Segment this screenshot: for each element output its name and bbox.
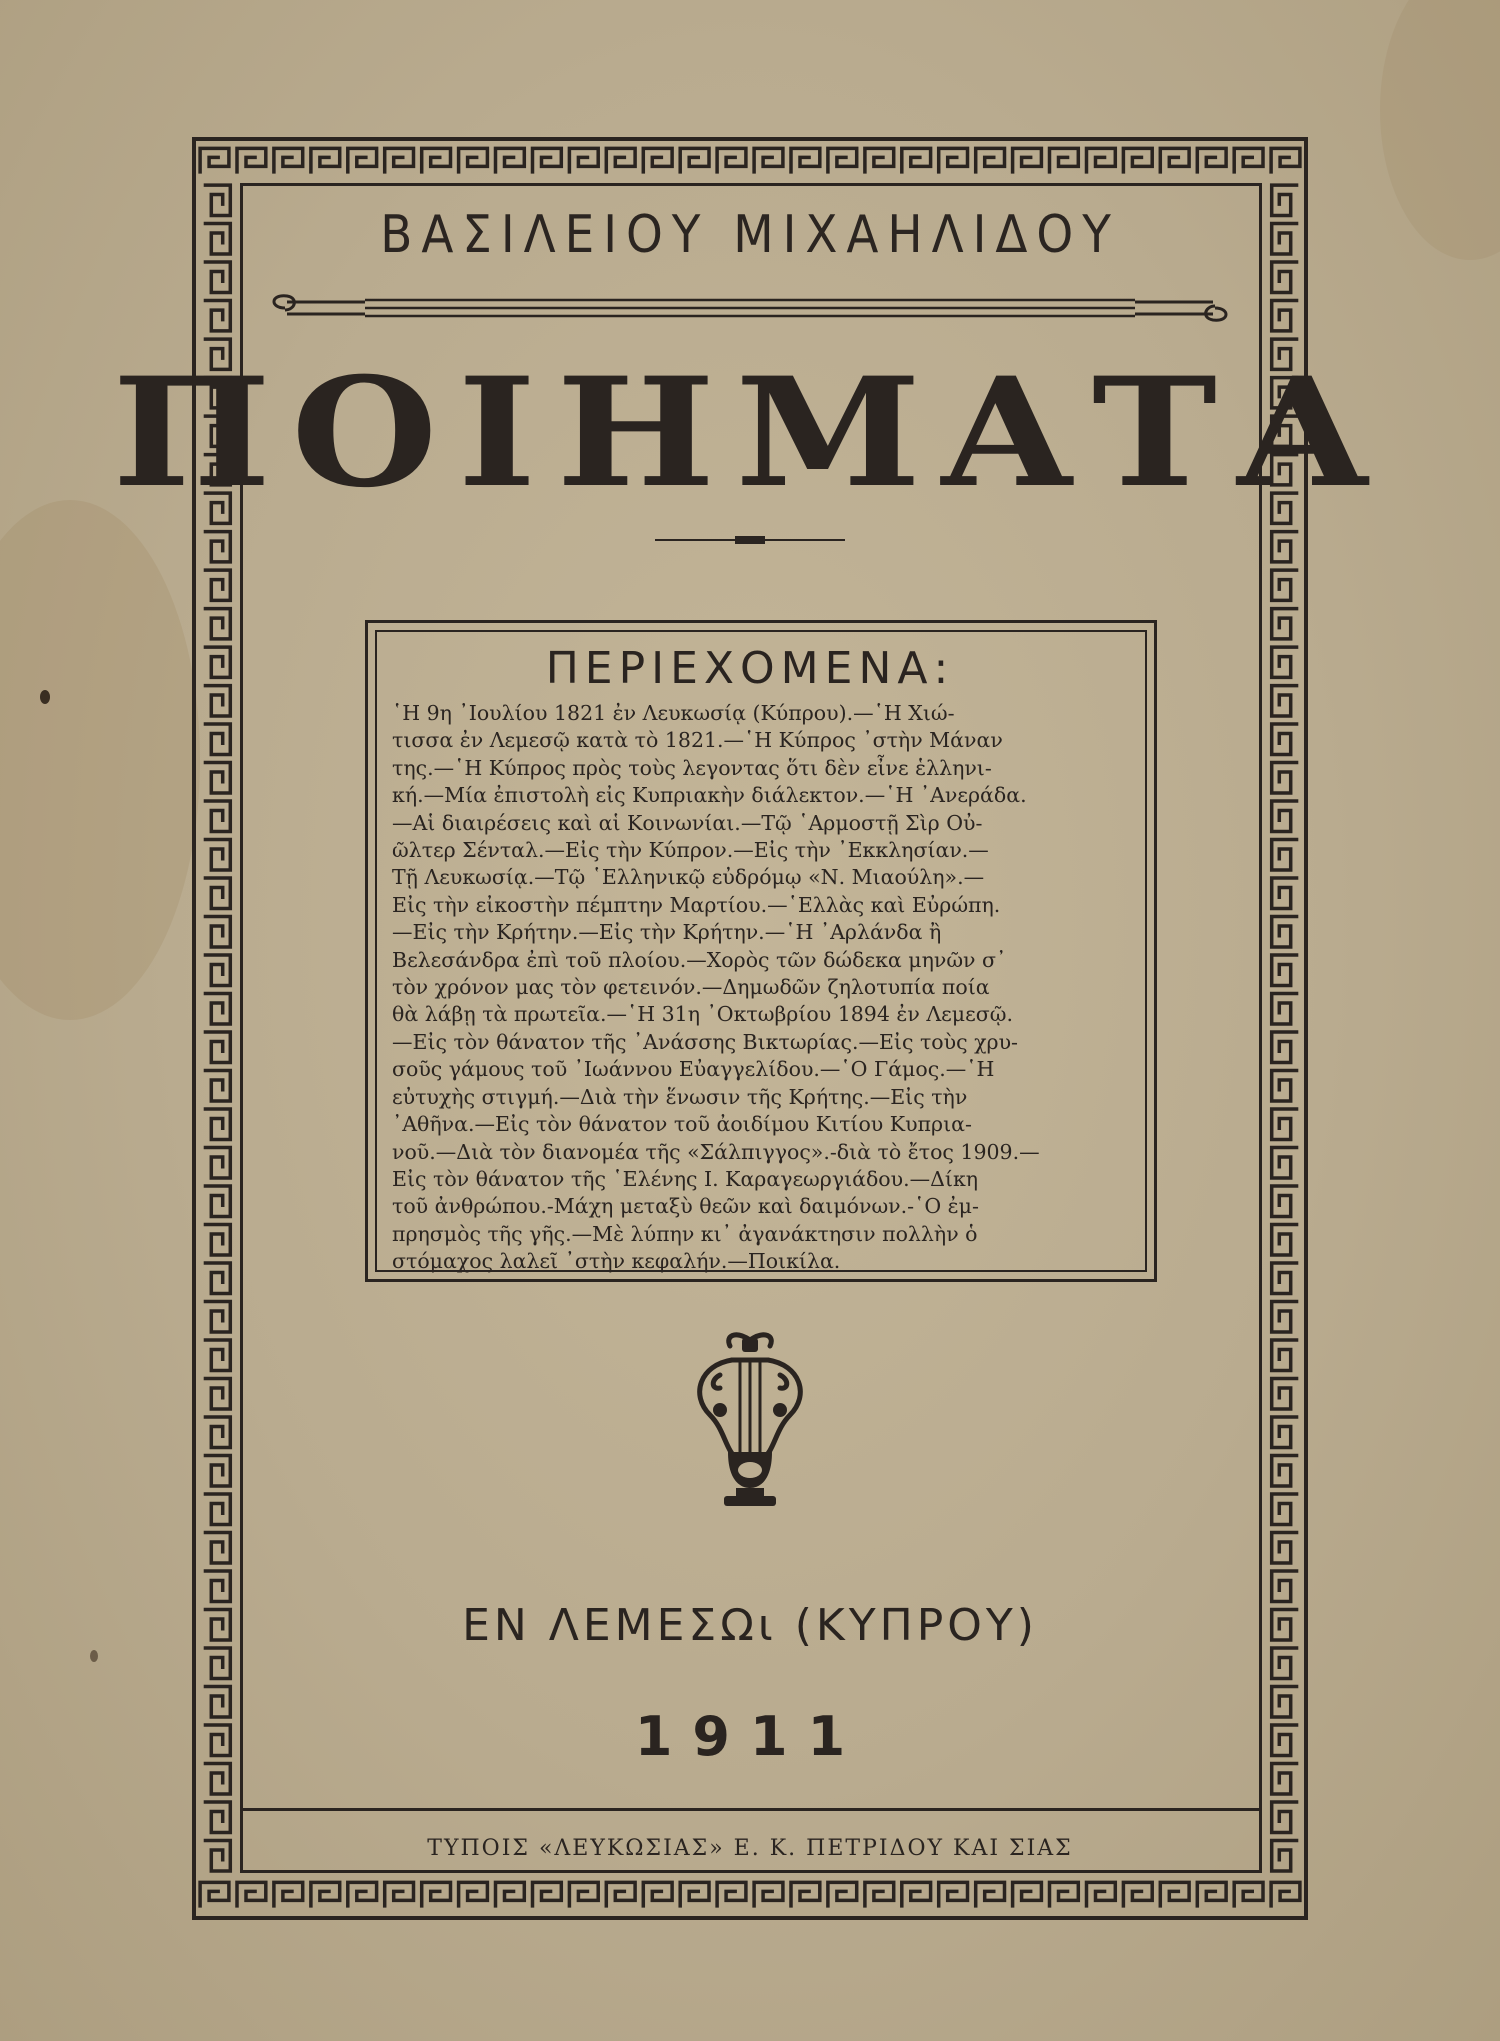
publication-place: ΕΝ ΛΕΜΕΣΩι (ΚΥΠΡΟΥ) <box>462 1600 1038 1651</box>
contents-line: νοῦ.—Διὰ τὸν διανομέα τῆς «Σάλπιγγος».-διὰ τὸ ἔτος 1909.— <box>392 1139 1040 1164</box>
contents-line: θὰ λάβῃ τὰ πρωτεῖα.—῾Η 31η ᾿Οκτωβρίου 1894 ἐν Λεμεσῷ. <box>392 1002 1013 1027</box>
contents-list <box>392 700 1148 1276</box>
greek-key-border-top <box>196 141 1304 181</box>
greek-key-border-bottom <box>196 1875 1304 1915</box>
contents-line: Εἰς τὸν θάνατον τῆς ῾Ελένης Ι. Καραγεωργιάδου.—Δίκη <box>392 1166 979 1191</box>
contents-line: σοῦς γάμους τοῦ ᾿Ιωάννου Εὐαγγελίδου.—῾Ο Γάμος.—῾Η <box>392 1057 995 1082</box>
contents-heading: ΠΕΡΙΕΧΟΜΕΝΑ: <box>545 643 955 694</box>
ornamental-rule <box>265 288 1235 328</box>
contents-line: ῾Η 9η ᾿Ιουλίου 1821 ἐν Λευκωσίᾳ (Κύπρου).—῾Η Χιώ- <box>392 701 955 725</box>
contents-line: —Εἰς τὸν θάνατον τῆς ᾿Ανάσσης Βικτωρίας.—Εἰς τοὺς χρυ- <box>392 1029 1018 1054</box>
contents-line: τὸν χρόνον μας τὸν φετεινόν.—Δημωδῶν ζηλοτυπία ποία <box>392 975 990 1000</box>
author-name: ΒΑΣΙΛΕΙΟΥ ΜΙΧΑΗΛΙΔΟΥ <box>380 205 1120 265</box>
contents-line: τισσα ἐν Λεμεσῷ κατὰ τὸ 1821.—῾Η Κύπρος ᾿στὴν Μάναν <box>392 728 1003 753</box>
printer-imprint: ΤΥΠΟΙΣ «ΛΕΥΚΩΣΙΑΣ» Ε. Κ. ΠΕΤΡΙΔΟΥ ΚΑΙ ΣΙΑΣ <box>427 1836 1073 1861</box>
title-underline-ornament <box>655 532 845 548</box>
book-title: ΠΟΙΗΜΑΤΑ <box>112 345 1388 521</box>
contents-line: Τῇ Λευκωσίᾳ.—Τῷ ῾Ελληνικῷ εὐδρόμῳ «Ν. Μιαούλη».— <box>392 865 985 890</box>
paper-stain <box>0 500 200 1020</box>
contents-line: κή.—Μία ἐπιστολὴ εἰς Κυπριακὴν διάλεκτον.—῾Η ᾿Ανεράδα. <box>392 783 1027 808</box>
contents-line: τοῦ ἀνθρώπου.-Μάχη μεταξὺ θεῶν καὶ δαιμόνων.-῾Ο ἐμ- <box>392 1194 979 1219</box>
printer-divider <box>240 1808 1262 1811</box>
contents-line: της.—῾Η Κύπρος πρὸς τοὺς λεγοντας ὅτι δὲν εἶνε ἑλληνι- <box>392 755 992 780</box>
contents-line: εὐτυχὴς στιγμή.—Διὰ τὴν ἕνωσιν τῆς Κρήτης.—Εἰς τὴν <box>392 1084 968 1109</box>
contents-line: —Εἰς τὴν Κρήτην.—Εἰς τὴν Κρήτην.—῾Η ᾿Αρλάνδα ἢ <box>392 920 942 945</box>
contents-line: Εἰς τὴν εἰκοστὴν πέμπτην Μαρτίου.—῾Ελλὰς καὶ Εὐρώπη. <box>392 892 1001 917</box>
contents-line: στόμαχος λαλεῖ ᾿στὴν κεφαλήν.—Ποικίλα. <box>392 1249 841 1274</box>
publication-year: 1911 <box>634 1705 866 1768</box>
contents-line: Βελεσάνδρα ἐπὶ τοῦ πλοίου.—Χορὸς τῶν δώδεκα μηνῶν σ᾿ <box>392 947 1007 972</box>
contents-line: ᾿Αθῆνα.—Εἰς τὸν θάνατον τοῦ ἀοιδίμου Κιτίου Κυπρια- <box>392 1112 972 1137</box>
contents-line: —Αἱ διαιρέσεις καὶ αἱ Κοινωνίαι.—Τῷ ῾Αρμοστῇ Σὶρ Οὐ- <box>392 810 983 835</box>
contents-line: πρησμὸς τῆς γῆς.—Μὲ λύπην κι᾿ ἀγανάκτησιν πολλὴν ὁ <box>392 1221 978 1246</box>
lyre-icon <box>680 1320 820 1520</box>
paper-stain <box>90 1650 98 1662</box>
contents-line: ῶλτερ Σένταλ.—Εἰς τὴν Κύπρον.—Εἰς τὴν ᾿Εκκλησίαν.— <box>392 838 989 863</box>
